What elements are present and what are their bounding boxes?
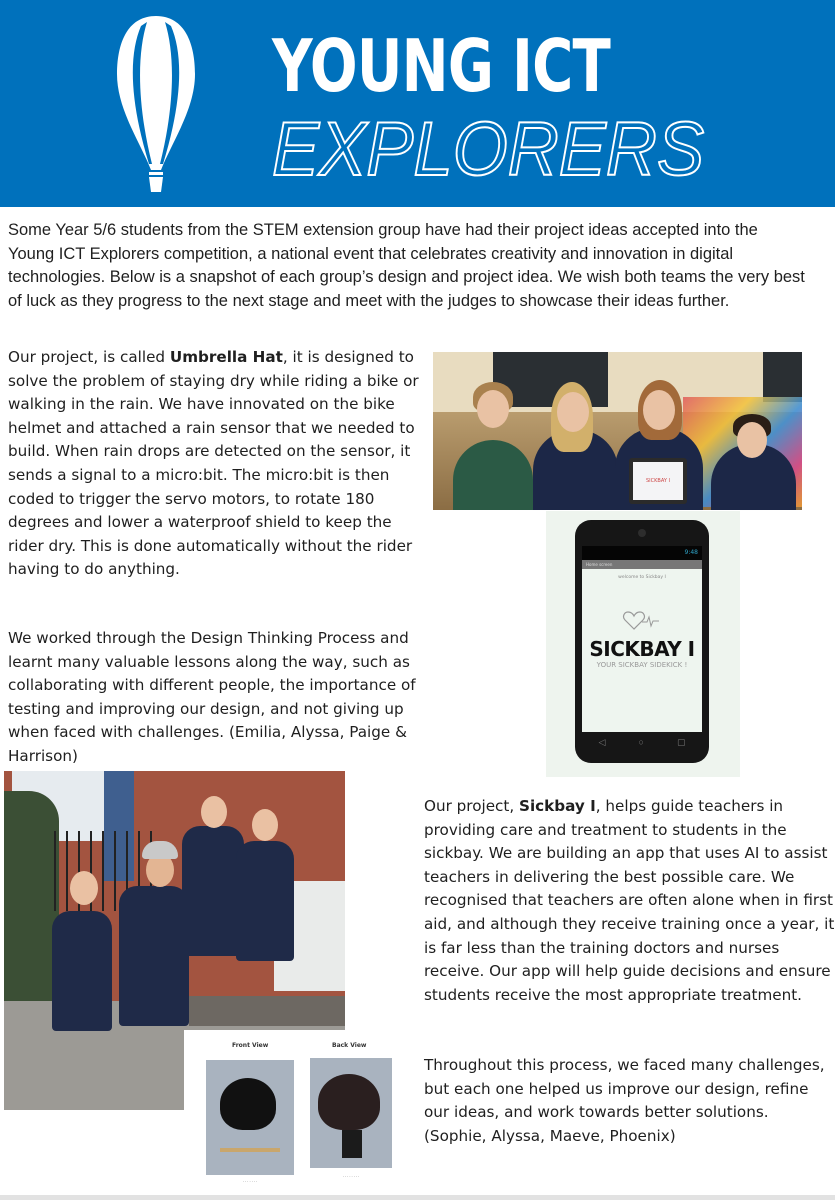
- text-suffix: , it is designed to solve the problem of staying dry while riding a bike or walking in the rain. We have innovated on the bike helmet and attached a rain sensor that we needed to build. When rain drops are detected on the sensor, it sends a signal to a micro:bit. The micro:bit is then coded to trigger the servo motors, to rotate 180 degrees and lower a waterproof shield to keep the rider dry. This is done automatically without the rider having to do anything.: [8, 348, 419, 579]
- tablet-device: SICKBAY I: [629, 458, 687, 504]
- umbrella-hat-reflection: We worked through the Design Thinking Process and learnt many valuable lessons along the way, such as collaborating with different people, the importance of testing and improving our design, and not giving up when faced with challenges. (Emilia, Alyssa, Paige & Harrison): [8, 629, 416, 765]
- hot-air-balloon-icon: [115, 14, 197, 194]
- front-caption: · · · · · · ·: [242, 1180, 258, 1184]
- helmet-diagram: [184, 1030, 410, 1198]
- app-subtitle: YOUR SICKBAY SIDEKICK !: [596, 661, 688, 669]
- heartbeat-icon: [622, 611, 662, 631]
- text-prefix: Our project,: [424, 797, 520, 815]
- sickbay-description: [424, 795, 835, 1007]
- logo-title: YOUNG ICT: [272, 24, 611, 108]
- logo-subtitle: EXPLORERS: [272, 107, 705, 192]
- status-bar: 9:48: [582, 546, 702, 560]
- phone-nav-bar: [582, 732, 702, 752]
- app-bar: Home screen: [582, 560, 702, 569]
- sickbay-reflection: Throughout this process, we faced many challenges, but each one helped us improve our design, refine our ideas, and work towards better solutions. (Sophie, Alyssa, Maeve, Phoenix): [424, 1056, 825, 1145]
- back-view-label: Back View: [332, 1042, 367, 1049]
- sickbay-app-mockup: [546, 511, 740, 777]
- project-name-sickbay: Sickbay I: [519, 797, 596, 815]
- text-suffix: , helps guide teachers in providing care and treatment to students in the sickbay. We are building an app that uses AI to assist teachers in delivering the best possible care. We recognised that teachers are often alone when in first aid, and although they receive training once a year, it is far less than the training doctors and nurses receive. Our app will help guide decisions and ensure students receive the most appropriate treatment.: [424, 797, 835, 1004]
- home-icon: ○: [638, 737, 644, 747]
- footer-divider: [0, 1195, 835, 1200]
- recent-apps-icon: ▢: [676, 736, 686, 747]
- header-banner: [0, 0, 835, 207]
- intro-paragraph: Some Year 5/6 students from the STEM extension group have had their project ideas accepted into the Young ICT Explorers competition, a national event that celebrates creativity and innovation in digital technologies. Below is a snapshot of each group’s design and project idea. We wish both teams the very best of luck as they progress to the next stage and meet with the judges to showcase their ideas further.: [8, 220, 805, 310]
- phone-frame: [575, 520, 709, 763]
- project-name-umbrella-hat: Umbrella Hat: [169, 348, 283, 366]
- welcome-text: welcome to Sickbay I: [618, 575, 666, 580]
- front-view-photo: [206, 1060, 294, 1175]
- umbrella-hat-description: [8, 346, 420, 582]
- back-icon: ◁: [598, 736, 606, 747]
- app-screen: [582, 569, 702, 732]
- app-title: SICKBAY I: [589, 637, 695, 661]
- front-view-label: Front View: [232, 1042, 269, 1049]
- sickbay-team-photo: [433, 352, 802, 510]
- back-caption: · · · · · · · ·: [342, 1175, 360, 1179]
- back-view-photo: [310, 1058, 392, 1168]
- text-prefix: Our project, is called: [8, 348, 170, 366]
